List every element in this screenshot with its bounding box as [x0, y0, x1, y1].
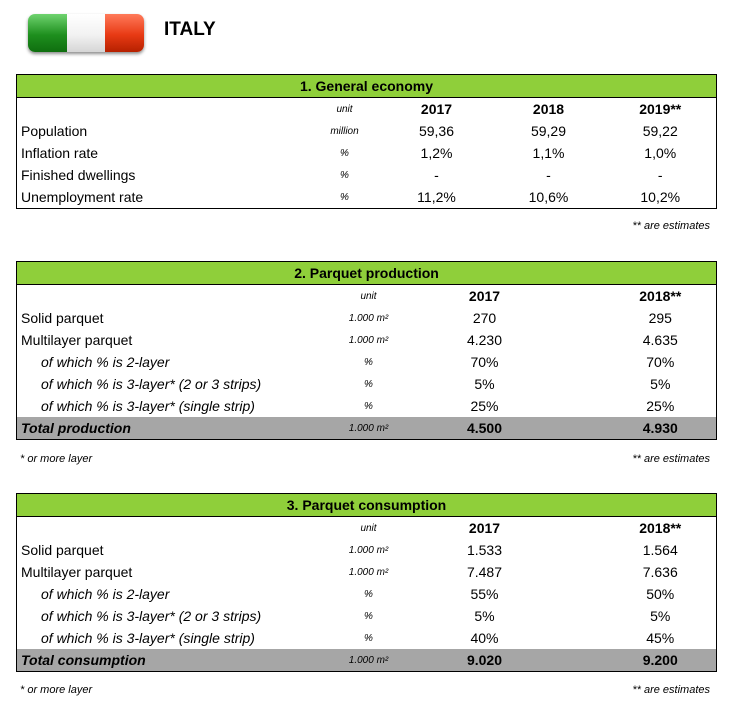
row-label: Solid parquet — [21, 310, 104, 326]
row-unit: % — [340, 147, 349, 159]
year-header: 2018 — [532, 101, 565, 117]
table-row — [17, 539, 717, 561]
estimates-note: ** are estimates — [632, 684, 710, 696]
year-header: 2017 — [468, 288, 501, 304]
cell-value: 5% — [474, 608, 495, 624]
cell-value: 7.487 — [466, 564, 503, 580]
general-economy-table — [16, 74, 717, 209]
row-unit: % — [340, 191, 349, 203]
unit-column-header: unit — [360, 290, 377, 302]
table-row — [17, 373, 717, 395]
cell-value: 25% — [470, 398, 499, 414]
italy-flag-icon — [28, 14, 144, 52]
cell-value: 55% — [470, 586, 499, 602]
row-label: of which % is 2-layer — [41, 586, 170, 602]
table-row — [17, 627, 717, 649]
total-value: 9.200 — [605, 649, 717, 672]
unit-column-header: unit — [336, 103, 353, 115]
row-unit: 1.000 m² — [309, 417, 429, 440]
year-header: 2018** — [639, 520, 682, 536]
cell-value: 4.635 — [642, 332, 678, 348]
cell-value: 10,2% — [640, 189, 681, 205]
table-row — [17, 186, 717, 209]
total-value: 9.020 — [429, 649, 541, 672]
cell-value: 1.564 — [642, 542, 678, 558]
total-value: 4.500 — [429, 417, 541, 440]
cell-value: 50% — [646, 586, 675, 602]
cell-value: 5% — [650, 608, 671, 624]
row-unit: 1.000 m² — [348, 312, 389, 324]
cell-value: 70% — [470, 354, 499, 370]
row-unit: 1.000 m² — [348, 544, 389, 556]
year-header: 2017 — [468, 520, 501, 536]
section-title: 3. Parquet consumption — [17, 494, 717, 517]
row-label: of which % is 2-layer — [41, 354, 170, 370]
estimates-note: ** are estimates — [632, 453, 710, 465]
year-header: 2017 — [420, 101, 453, 117]
table-row — [17, 605, 717, 627]
table-row — [17, 395, 717, 417]
cell-value: 270 — [472, 310, 497, 326]
row-label: Unemployment rate — [21, 189, 144, 205]
cell-value: 11,2% — [417, 189, 456, 205]
cell-value: - — [546, 167, 551, 183]
total-row — [17, 417, 717, 440]
cell-value: - — [657, 167, 663, 183]
cell-value: 1,1% — [532, 145, 565, 161]
row-label: Finished dwellings — [21, 167, 136, 183]
cell-value: 7.636 — [642, 564, 678, 580]
total-label: Total production — [17, 417, 309, 440]
parquet-production-table — [16, 261, 717, 440]
cell-value: 25% — [646, 398, 675, 414]
cell-value: 1.533 — [466, 542, 503, 558]
row-unit: 1.000 m² — [309, 649, 429, 672]
unit-column-header: unit — [360, 522, 377, 534]
cell-value: 59,36 — [418, 123, 455, 139]
cell-value: 1,0% — [644, 145, 677, 161]
cell-value: 40% — [470, 630, 499, 646]
section-title: 2. Parquet production — [17, 262, 717, 285]
table-row — [17, 351, 717, 373]
cell-value: 59,29 — [530, 123, 567, 139]
row-label: of which % is 3-layer* (single strip) — [41, 630, 255, 646]
total-row — [17, 649, 717, 672]
row-label: Multilayer parquet — [21, 564, 133, 580]
table-row — [17, 583, 717, 605]
table-row — [17, 329, 717, 351]
row-label: of which % is 3-layer* (2 or 3 strips) — [41, 376, 262, 392]
row-unit: % — [364, 400, 373, 412]
year-header: 2019** — [639, 101, 682, 117]
table-row — [17, 561, 717, 583]
row-unit: % — [340, 169, 349, 181]
cell-value: 295 — [648, 310, 672, 326]
row-unit: 1.000 m² — [348, 566, 389, 578]
row-unit: % — [364, 588, 373, 600]
cell-value: 45% — [646, 630, 675, 646]
cell-value: 5% — [650, 376, 671, 392]
cell-value: - — [434, 167, 439, 183]
page-title: ITALY — [164, 19, 216, 40]
cell-value: 5% — [474, 376, 495, 392]
cell-value: 4.230 — [466, 332, 503, 348]
row-unit: % — [364, 632, 373, 644]
table-row — [17, 307, 717, 329]
layer-footnote: * or more layer — [20, 684, 93, 696]
row-unit: % — [364, 378, 373, 390]
row-label: of which % is 3-layer* (2 or 3 strips) — [41, 608, 262, 624]
cell-value: 59,22 — [642, 123, 678, 139]
row-unit: % — [364, 356, 373, 368]
row-unit: million — [330, 125, 359, 137]
cell-value: 70% — [646, 354, 675, 370]
row-unit: 1.000 m² — [348, 334, 389, 346]
section-title: 1. General economy — [17, 75, 717, 98]
table-row — [17, 120, 717, 142]
layer-footnote: * or more layer — [20, 453, 93, 465]
row-label: Multilayer parquet — [21, 332, 133, 348]
cell-value: 1,2% — [420, 145, 453, 161]
row-unit: % — [364, 610, 373, 622]
row-label: Solid parquet — [21, 542, 104, 558]
cell-value: 10,6% — [528, 189, 569, 205]
estimates-note: ** are estimates — [632, 220, 710, 232]
parquet-consumption-table — [16, 493, 717, 672]
row-label: Population — [21, 123, 88, 139]
total-label: Total consumption — [17, 649, 309, 672]
row-label: of which % is 3-layer* (single strip) — [41, 398, 255, 414]
table-row — [17, 142, 717, 164]
total-value: 4.930 — [605, 417, 717, 440]
table-row — [17, 164, 717, 186]
row-label: Inflation rate — [21, 145, 99, 161]
year-header: 2018** — [639, 288, 682, 304]
